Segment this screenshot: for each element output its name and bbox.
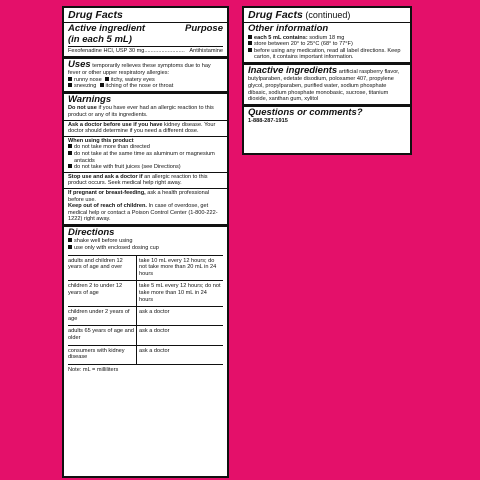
footnote: Note: mL = milliliters bbox=[68, 366, 119, 373]
panel-title bbox=[248, 8, 406, 21]
dot-leader: .......................... bbox=[144, 48, 185, 54]
list-item bbox=[68, 238, 223, 245]
table-cell: consumers with kidney disease bbox=[68, 345, 137, 364]
warning-label: When using this product bbox=[68, 137, 134, 144]
warning-keep-out-of-reach bbox=[68, 203, 223, 223]
title-bold: Drug Facts bbox=[248, 9, 303, 21]
warnings-heading: Warnings bbox=[68, 93, 112, 105]
list-item-text: store between 20° to 25°C (68° to 77°F) bbox=[254, 41, 353, 48]
bullet-icon bbox=[105, 77, 109, 81]
list-item-text: use only with enclosed dosing cup bbox=[74, 244, 159, 251]
warning-text: if you have ever had an allergic reaction to this product or any of its ingredients. bbox=[68, 105, 214, 118]
list-item bbox=[68, 151, 223, 164]
drug-facts-continued-panel bbox=[242, 6, 412, 155]
list-item bbox=[68, 144, 223, 151]
list-item bbox=[68, 245, 223, 252]
bullet-icon bbox=[68, 77, 72, 81]
list-item: runny nose bbox=[74, 76, 102, 83]
table-row bbox=[68, 345, 223, 364]
list-item-text: do not take at the same time as aluminum or magnesium antacids bbox=[74, 150, 215, 164]
other-info-heading: Other information bbox=[248, 23, 329, 34]
active-ingredient: Fexofenadine HCl, USP 30 mg bbox=[68, 48, 145, 54]
bullet-icon bbox=[248, 48, 252, 52]
questions-heading: Questions or comments? bbox=[248, 106, 363, 118]
divider bbox=[64, 120, 227, 121]
warning-ask-doctor bbox=[68, 122, 223, 135]
warning-text: an allergic reaction to this product occurs. Seek medical help right away. bbox=[68, 173, 208, 187]
phone-number: 1-888-287-1915 bbox=[248, 118, 288, 125]
table-cell: ask a doctor bbox=[137, 345, 224, 364]
warning-when-using bbox=[68, 138, 223, 145]
warning-label: Stop use and ask a doctor if bbox=[68, 173, 143, 180]
directions-heading: Directions bbox=[68, 226, 115, 238]
table-row bbox=[68, 255, 223, 281]
active-purpose: Antihistamine bbox=[189, 48, 223, 54]
bullet-icon bbox=[68, 83, 72, 87]
drug-facts-panel bbox=[62, 6, 229, 478]
inactive-heading: Inactive ingredients bbox=[248, 64, 338, 76]
uses-list bbox=[68, 77, 223, 90]
list-item-text: before using any medication, read all label directions. Keep carton, it contains important information. bbox=[254, 47, 401, 61]
table-cell: ask a doctor bbox=[137, 307, 224, 326]
uses-section bbox=[68, 60, 223, 77]
bullet-icon bbox=[248, 41, 252, 45]
list-item bbox=[248, 41, 406, 48]
inactive-text: artificial raspberry flavor, butylparaben, edetate disodium, poloxamer 407, propylene glycol, propylparaben, purified water, sodium phosphate dibasic, sodium phosphate monobasic, sucrose, titanium dioxide, xanthan gum, xylitol bbox=[248, 68, 400, 103]
active-ingredient-header bbox=[68, 24, 223, 45]
list-item-text: do not take with fruit juices (see Directions) bbox=[74, 164, 181, 171]
panel-title: Drug Facts bbox=[68, 9, 123, 21]
title-rest: (continued) bbox=[302, 10, 351, 20]
warning-text: ask a health professional before use. bbox=[68, 189, 210, 203]
list-item-text: shake well before using bbox=[74, 238, 133, 245]
divider bbox=[64, 188, 227, 189]
warning-label: Do not use bbox=[68, 105, 97, 112]
bullet-icon bbox=[68, 245, 72, 249]
warning-label: Ask a doctor before use if you have bbox=[68, 121, 163, 128]
list-item-text: do not take more than directed bbox=[74, 144, 150, 151]
warning-label: If pregnant or breast-feeding, bbox=[68, 189, 146, 196]
table-cell: adults and children 12 years of age and over bbox=[68, 255, 137, 281]
divider bbox=[64, 136, 227, 137]
bullet-icon bbox=[68, 164, 72, 168]
warning-text: kidney disease. Your doctor should determine if you need a different dose. bbox=[68, 121, 216, 135]
table-row bbox=[68, 307, 223, 326]
purpose-heading: Purpose bbox=[184, 23, 223, 34]
active-heading: Active ingredient bbox=[68, 23, 146, 34]
table-row bbox=[68, 326, 223, 345]
inactive-ingredients bbox=[248, 66, 406, 103]
table-cell: children 2 to under 12 years of age bbox=[68, 281, 137, 307]
list-item: itchy, watery eyes bbox=[110, 76, 155, 83]
list-item-text: sodium 18 mg bbox=[307, 34, 345, 41]
list-item-label: each 5 mL contains: bbox=[254, 34, 308, 41]
warning-label: Keep out of reach of children. bbox=[68, 203, 147, 210]
list-item bbox=[248, 35, 406, 42]
warning-text: In case of overdose, get medical help or contact a Poison Control Center (1-800-222-1222) right away. bbox=[68, 203, 218, 223]
bullet-icon bbox=[248, 35, 252, 39]
warning-pregnant bbox=[68, 190, 223, 203]
list-item: itching of the nose or throat bbox=[105, 83, 174, 90]
list-item bbox=[248, 48, 406, 61]
active-subheading: (in each 5 mL) bbox=[68, 33, 132, 45]
bullet-icon bbox=[68, 238, 72, 242]
table-cell: take 10 mL every 12 hours; do not take more than 20 mL in 24 hours bbox=[137, 255, 224, 281]
bullet-icon bbox=[68, 151, 72, 155]
table-cell: adults 65 years of age and older bbox=[68, 326, 137, 345]
table-cell: ask a doctor bbox=[137, 326, 224, 345]
active-ingredient-row bbox=[68, 46, 223, 55]
uses-heading: Uses bbox=[68, 58, 91, 70]
warning-do-not-use bbox=[68, 105, 223, 118]
bullet-icon bbox=[68, 144, 72, 148]
uses-text: temporarily relieves these symptoms due to hay fever or other upper respiratory allergies: bbox=[68, 62, 211, 77]
table-row bbox=[68, 281, 223, 307]
dosage-table bbox=[68, 255, 223, 365]
list-item: sneezing bbox=[74, 83, 97, 90]
warning-stop-use bbox=[68, 174, 223, 187]
table-cell: children under 2 years of age bbox=[68, 307, 137, 326]
list-item bbox=[68, 164, 223, 171]
bullet-icon bbox=[100, 83, 104, 87]
divider bbox=[64, 172, 227, 173]
table-cell: take 5 mL every 12 hours; do not take more than 10 mL in 24 hours bbox=[137, 281, 224, 307]
